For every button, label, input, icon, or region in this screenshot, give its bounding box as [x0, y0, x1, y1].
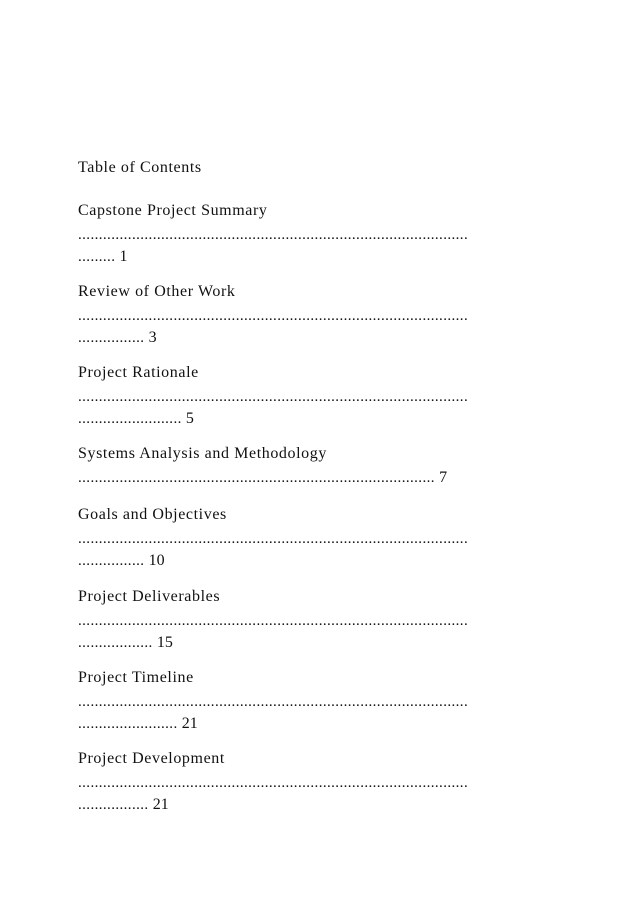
toc-page-number: 10: [148, 552, 165, 569]
toc-entry-title: Review of Other Work: [78, 283, 236, 300]
toc-leader-dots: ..............................................................................................: [78, 531, 469, 547]
toc-entry-title: Project Rationale: [78, 364, 199, 381]
toc-leader-dots: ..............................................................................................: [78, 775, 469, 791]
toc-entry-title: Project Timeline: [78, 669, 194, 686]
toc-leader-dots: ..............................................................................................: [78, 694, 469, 710]
toc-entry[interactable]: [78, 748, 564, 816]
toc-leader-line: [78, 794, 564, 816]
toc-leader-line: [78, 713, 564, 735]
toc-leader-dots: .................: [78, 797, 153, 813]
toc-leader-dots: ..............................................................................................: [78, 389, 469, 405]
toc-leader-line: [78, 408, 564, 430]
toc-leader-line: [78, 467, 564, 489]
toc-entry-title: Systems Analysis and Methodology: [78, 445, 327, 462]
toc-entry[interactable]: [78, 443, 564, 489]
toc-entry[interactable]: [78, 200, 564, 268]
toc-entry-title: Project Deliverables: [78, 588, 221, 605]
toc-page-number: 5: [185, 410, 194, 427]
toc-leader-dots: ..................: [78, 635, 157, 651]
toc-page-number: 3: [148, 329, 157, 346]
toc-entry[interactable]: [78, 281, 564, 349]
toc-entry[interactable]: [78, 586, 564, 654]
toc-leader-line: [78, 327, 564, 349]
toc-entry-title: Capstone Project Summary: [78, 202, 268, 219]
toc-entry-title: Project Development: [78, 750, 225, 767]
toc-page-number: 21: [181, 715, 198, 732]
toc-page-number: 15: [156, 634, 173, 651]
toc-entry[interactable]: [78, 362, 564, 430]
toc-heading: Table of Contents: [78, 159, 202, 176]
toc-leader-dots: .........: [78, 249, 120, 265]
toc-entry-title: Goals and Objectives: [78, 506, 227, 523]
toc-leader-dots: ..............................................................................................: [78, 308, 469, 324]
toc-leader-line: [78, 632, 564, 654]
toc-leader-dots: ..............................................................................................: [78, 227, 469, 243]
toc-page-number: 1: [119, 248, 128, 265]
toc-leader-dots: ........................: [78, 716, 182, 732]
toc-leader-line: [78, 246, 564, 268]
toc-leader-dots: .........................: [78, 411, 186, 427]
toc-leader-dots: ................: [78, 330, 149, 346]
toc-entry[interactable]: [78, 504, 564, 572]
toc-page-number: 21: [152, 796, 169, 813]
toc-leader-dots: ......................................................................................: [78, 470, 440, 486]
toc-leader-dots: ..............................................................................................: [78, 613, 469, 629]
toc-entry[interactable]: [78, 667, 564, 735]
toc-leader-line: [78, 550, 564, 572]
toc-page-number: 7: [439, 469, 448, 486]
toc-leader-dots: ................: [78, 553, 149, 569]
